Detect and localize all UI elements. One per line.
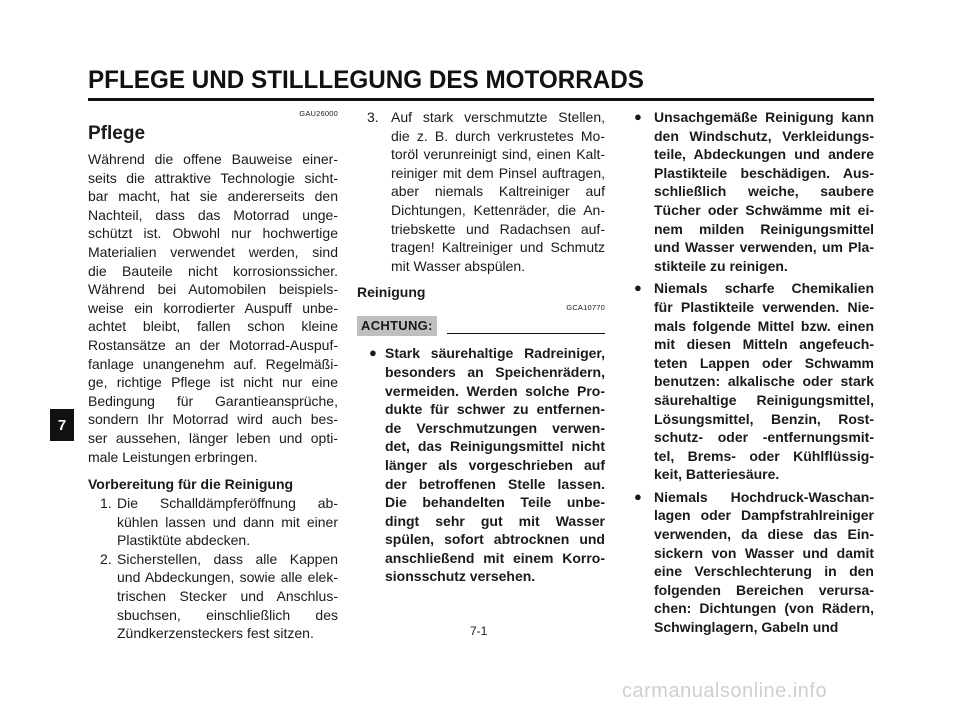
text-line: Plastikteile beschädigen. Aus- xyxy=(654,164,874,181)
text-line: Plastiktüte abdecken. xyxy=(117,532,251,549)
text-line: Die Schalldämpferöffnung ab- xyxy=(117,495,338,512)
step-1 xyxy=(88,494,338,550)
text-line: mit Wasser abspülen. xyxy=(391,257,526,274)
text-line: anschließend mit einem Korro- xyxy=(385,549,605,566)
text-line: die Bauteile nicht korrosionssicher. xyxy=(88,262,338,279)
text-line: für Plastikteile verwenden. Nie- xyxy=(654,298,874,315)
caution-bullet-1 xyxy=(357,344,605,586)
text-line: Die behandelten Teile unbe- xyxy=(385,494,605,511)
text-line: Niemals Hochdruck-Waschan- xyxy=(654,488,874,505)
text-line: Lösungsmittel, Benzin, Rost- xyxy=(654,410,874,427)
text-line: benutzen: alkalische oder stark xyxy=(654,373,874,390)
text-line: sondern Ihr Motorrad wird auch bes- xyxy=(88,411,338,428)
text-line: de Verschmutzungen verwen- xyxy=(385,419,605,436)
text-line: reiniger mit dem Pinsel auftragen, xyxy=(391,164,605,181)
text-line: säurehaltige Reinigungsmittel, xyxy=(654,391,874,408)
text-line: sbuchsen, einschließlich des xyxy=(117,606,338,623)
text-line: tel, Brems- oder Kühlflüssig- xyxy=(654,447,874,464)
text-line: der betroffenen Stelle lassen. xyxy=(385,475,605,492)
text-line: Stark säurehaltige Radreiniger, xyxy=(385,345,605,362)
step-1-text xyxy=(88,494,338,550)
bullet-dot-icon: ● xyxy=(634,488,642,504)
text-line: schützt ist. Obwohl nur hochwertige xyxy=(88,225,338,242)
text-line: stikteile zu reinigen. xyxy=(654,257,788,274)
page-number: 7-1 xyxy=(470,624,488,638)
bullet-dot-icon: ● xyxy=(369,345,377,361)
text-line: fanlage unangenehm auf. Regelmäßi- xyxy=(88,355,338,372)
step-2 xyxy=(88,550,338,643)
text-line: Materialien verwendet werden, sind xyxy=(88,243,338,260)
text-line: trischen Stecker und Anschlus- xyxy=(117,588,338,605)
title-rule xyxy=(88,98,874,101)
step-3-number: 3. xyxy=(367,109,379,125)
text-line: den Windschutz, Verkleidungs- xyxy=(654,127,874,144)
step-2-text xyxy=(88,550,338,643)
text-line: spülen, sofort abtrocknen und xyxy=(385,531,605,548)
text-line: dingt sehr gut mit Wasser xyxy=(385,512,605,529)
text-line: ge, richtige Pflege ist nicht nur eine xyxy=(88,374,338,391)
caution-bullet-2-text xyxy=(654,108,874,275)
intro-paragraph xyxy=(88,150,338,466)
column-2 xyxy=(357,108,605,586)
text-line: mit diesen Mitteln angefeuch- xyxy=(654,336,874,353)
caution-bullet-3-text xyxy=(654,279,874,484)
text-line: Schwinglagern, Gabeln und xyxy=(654,619,839,636)
caution-rule xyxy=(447,333,605,334)
bullet-dot-icon: ● xyxy=(634,280,642,296)
text-line: sickern von Wasser und damit xyxy=(654,544,874,561)
text-line: besonders an Speichenrädern, xyxy=(385,363,605,380)
subheading-cleaning: Reinigung xyxy=(357,284,426,301)
step-2-number: 2. xyxy=(100,550,112,567)
text-line: triebskette und Radachsen auf- xyxy=(391,220,605,237)
caution-header xyxy=(357,316,605,338)
text-line: keit, Batteriesäure. xyxy=(654,466,780,483)
text-line: ser aussehen, länger leben und opti- xyxy=(88,429,338,446)
caution-bullet-2 xyxy=(634,108,874,275)
section-heading: Pflege xyxy=(88,123,146,144)
text-line: schutz- oder -entfernungsmit- xyxy=(654,429,874,446)
text-line: mals folgende Mittel bzw. einen xyxy=(654,317,874,334)
text-line: und Wasser verwenden, um Pla- xyxy=(654,239,874,256)
caution-bullet-1-text xyxy=(385,344,605,586)
text-line: bar macht, hat sie andererseits den xyxy=(88,188,338,205)
text-line: die z. B. durch verkrustetes Mo- xyxy=(391,127,605,144)
text-line: sionsschutz versehen. xyxy=(385,568,536,585)
text-line: male Leistungen erbringen. xyxy=(88,448,258,465)
text-line: Sicherstellen, dass alle Kappen xyxy=(117,550,338,567)
caution-bullet-3 xyxy=(634,279,874,484)
text-line: lagen oder Dampfstrahlreiniger xyxy=(654,507,874,524)
page-title: PFLEGE UND STILLLEGUNG DES MOTORRADS xyxy=(88,66,644,94)
text-line: Tücher oder Schwämme mit ei- xyxy=(654,201,874,218)
caution-label: ACHTUNG: xyxy=(357,316,437,336)
text-line: Während bei Automobilen beispiels- xyxy=(88,281,338,298)
text-line: Bedingung für Garantieansprüche, xyxy=(88,392,338,409)
text-line: seits die attraktive Technologie sicht- xyxy=(88,169,338,186)
text-line: aber niemals Kaltreiniger auf xyxy=(391,183,605,200)
text-line: nem milden Reinigungsmittel xyxy=(654,220,874,237)
text-line: dukte für schwer zu entfernen- xyxy=(385,401,605,418)
text-line: eine Verschlechterung in den xyxy=(654,563,874,580)
text-line: Nachteil, dass das Motorrad unge- xyxy=(88,206,338,223)
text-line: Zündkerzensteckers fest sitzen. xyxy=(117,625,314,642)
text-line: und Abdeckungen, sowie alle elek- xyxy=(117,569,338,586)
caution-bullet-4-text xyxy=(654,488,874,637)
text-line: toröl verunreinigt sind, einen Kalt- xyxy=(391,146,605,163)
text-line: Während die offene Bauweise einer- xyxy=(88,151,338,167)
text-line: tragen! Kaltreiniger und Schmutz xyxy=(391,239,605,256)
text-line: folgenden Bereichen verursa- xyxy=(654,581,874,598)
text-line: weise ein korrodierter Auspuff unbe- xyxy=(88,299,338,316)
subheading-preparation: Vorbereitung für die Reinigung xyxy=(88,476,294,493)
text-line: teten Lappen oder Schwamm xyxy=(654,354,874,371)
section-code: GAU26000 xyxy=(299,109,338,118)
text-line: chen: Dichtungen (von Rädern, xyxy=(654,600,874,617)
step-3-text xyxy=(357,108,605,275)
caution-code: GCA10770 xyxy=(566,303,605,313)
text-line: Rostansätze an der Motorrad-Auspuf- xyxy=(88,336,338,353)
text-line: Auf stark verschmutzte Stellen, xyxy=(391,109,605,125)
text-line: kühlen lassen und dann mit einer xyxy=(117,513,338,530)
text-line: vermeiden. Werden solche Pro- xyxy=(385,382,605,399)
text-line: det, das Reinigungsmittel nicht xyxy=(385,438,605,455)
text-line: Niemals scharfe Chemikalien xyxy=(654,280,874,297)
text-line: teile, Abdeckungen und andere xyxy=(654,146,874,163)
step-3 xyxy=(357,108,605,275)
bullet-dot-icon: ● xyxy=(634,109,642,124)
text-line: Unsachgemäße Reinigung kann xyxy=(654,109,874,125)
chapter-tab: 7 xyxy=(50,409,74,441)
text-line: schließlich weiche, saubere xyxy=(654,183,874,200)
text-line: achtet bleibt, fallen schon kleine xyxy=(88,318,338,335)
column-3 xyxy=(634,108,874,641)
text-line: verwenden, da diese das Ein- xyxy=(654,526,874,543)
text-line: Dichtungen, Kettenräder, die An- xyxy=(391,201,605,218)
caution-bullet-4 xyxy=(634,488,874,637)
step-1-number: 1. xyxy=(100,495,112,512)
column-1 xyxy=(88,108,338,643)
watermark: carmanualsonline.info xyxy=(622,680,828,702)
text-line: länger als vorgeschrieben auf xyxy=(385,456,605,473)
